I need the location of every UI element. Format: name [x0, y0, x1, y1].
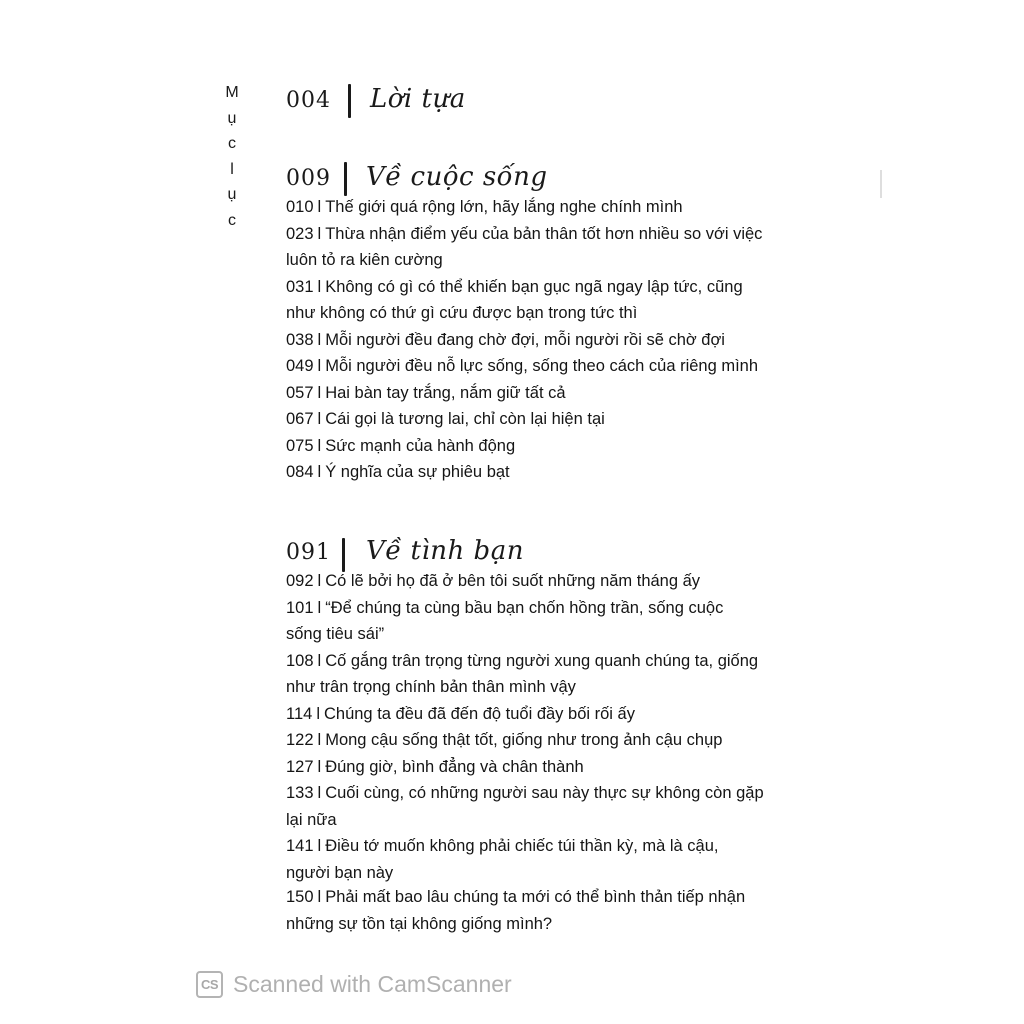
section-divider — [348, 84, 351, 118]
vertical-title-letter: c — [228, 135, 236, 152]
entry-separator: l — [317, 463, 322, 481]
vertical-title-letter: M — [225, 84, 239, 101]
section-title: Về tình bạn — [366, 536, 524, 566]
entry-page: 010 — [286, 198, 314, 216]
entry-separator: l — [317, 383, 322, 402]
entry-page: 031 — [286, 277, 314, 296]
entry-title: Sức mạnh của hành động — [325, 436, 516, 455]
entry-page: 092 — [286, 572, 314, 590]
entry-title: Mỗi người đều nỗ lực sống, sống theo cách của riêng mình — [325, 357, 759, 375]
entry-separator: l — [317, 436, 322, 455]
entry-title-continued: người bạn này — [286, 863, 394, 882]
entry-title: Điều tớ muốn không phải chiếc túi thần kỳ, mà là cậu, — [325, 837, 719, 855]
entry-separator: l — [317, 651, 322, 670]
entry-title: Hai bàn tay trắng, nắm giữ tất cả — [325, 383, 566, 402]
toc-entry — [286, 833, 719, 886]
entry-page: 075 — [286, 436, 314, 455]
entry-separator: l — [317, 837, 322, 855]
camscanner-watermark — [196, 968, 512, 1000]
entry-separator: l — [317, 330, 322, 349]
toc-entry — [286, 353, 758, 380]
entry-title: Ý nghĩa của sự phiêu bạt — [325, 463, 510, 481]
entry-title: Mỗi người đều đang chờ đợi, mỗi người rồi sẽ chờ đợi — [325, 330, 725, 349]
toc-entry — [286, 727, 722, 754]
entry-page: 141 — [286, 837, 314, 855]
entry-separator: l — [317, 572, 322, 590]
toc-entry — [286, 780, 764, 833]
toc-entry — [286, 433, 515, 460]
entry-title-continued: những sự tồn tại không giống mình? — [286, 914, 553, 933]
section-divider — [344, 162, 347, 196]
vertical-title-letter: ụ — [227, 109, 237, 127]
entry-page: 114 — [286, 704, 313, 723]
section-number: 004 — [286, 88, 331, 113]
entry-page: 084 — [286, 463, 314, 481]
entry-title: Không có gì có thể khiến bạn gục ngã ngay lập tức, cũng — [325, 277, 743, 296]
toc-entry — [286, 221, 762, 274]
entry-separator: l — [317, 410, 322, 428]
entry-separator: l — [317, 277, 322, 296]
entry-page: 023 — [286, 224, 314, 243]
vertical-title-letter: c — [228, 211, 236, 229]
toc-entry — [286, 406, 605, 433]
toc-entry — [286, 568, 700, 595]
entry-title: Thừa nhận điểm yếu của bản thân tốt hơn nhiều so với việc — [325, 224, 763, 243]
entry-title-continued: lại nữa — [286, 810, 337, 829]
entry-title: Mong cậu sống thật tốt, giống như trong ảnh cậu chụp — [325, 731, 723, 749]
toc-entry — [286, 459, 510, 486]
entry-separator: l — [317, 598, 322, 617]
entry-title: Phải mất bao lâu chúng ta mới có thể bình thản tiếp nhận — [325, 888, 746, 906]
entry-page: 127 — [286, 757, 314, 776]
toc-entry — [286, 274, 743, 327]
entry-page: 057 — [286, 383, 314, 402]
entry-page: 049 — [286, 357, 314, 375]
vertical-title-letter: l — [230, 160, 234, 178]
entry-page: 150 — [286, 888, 314, 906]
entry-page: 101 — [286, 598, 314, 617]
entry-title-continued: như trân trọng chính bản thân mình vậy — [286, 678, 576, 696]
toc-entry — [286, 754, 584, 781]
entry-title-continued: sống tiêu sái” — [286, 625, 385, 643]
watermark-text: Scanned with CamScanner — [233, 970, 512, 997]
section-number: 091 — [286, 540, 331, 565]
entry-separator: l — [317, 888, 322, 906]
entry-separator: l — [317, 224, 322, 243]
vertical-title-letter: ụ — [227, 186, 237, 203]
entry-title: Cuối cùng, có những người sau này thực sự không còn gặp — [325, 784, 764, 802]
entry-page: 133 — [286, 784, 314, 802]
entry-title: Thế giới quá rộng lớn, hãy lắng nghe chính mình — [325, 198, 683, 216]
entry-title: Có lẽ bởi họ đã ở bên tôi suốt những năm tháng ấy — [325, 572, 701, 590]
section-title: Về cuộc sống — [366, 162, 548, 192]
entry-title-continued: luôn tỏ ra kiên cường — [286, 251, 443, 269]
entry-title: Chúng ta đều đã đến độ tuổi đầy bối rối ấy — [323, 704, 635, 723]
toc-entry — [286, 194, 683, 221]
entry-page: 038 — [286, 330, 314, 349]
toc-entry — [286, 884, 745, 937]
vertical-title — [222, 80, 242, 233]
entry-page: 108 — [286, 651, 314, 670]
entry-title: “Để chúng ta cùng bầu bạn chốn hồng trần, sống cuộc — [325, 598, 724, 617]
entry-separator: l — [317, 731, 322, 749]
entry-title: Cái gọi là tương lai, chỉ còn lại hiện tại — [325, 410, 605, 428]
entry-separator: l — [317, 357, 322, 375]
section-number: 009 — [286, 166, 331, 191]
entry-separator: l — [317, 784, 322, 802]
entry-separator: l — [317, 198, 322, 216]
toc-entry — [286, 595, 723, 648]
toc-entry — [286, 327, 725, 354]
entry-separator: l — [316, 704, 320, 723]
entry-page: 122 — [286, 731, 314, 749]
toc-entry — [286, 701, 635, 728]
scan-mark — [880, 170, 882, 198]
toc-entry — [286, 380, 566, 407]
toc-entry — [286, 648, 758, 701]
entry-title: Cố gắng trân trọng từng người xung quanh chúng ta, giống — [325, 651, 759, 670]
entry-title-continued: như không có thứ gì cứu được bạn trong tức thì — [286, 304, 638, 322]
entry-separator: l — [317, 757, 322, 776]
entry-page: 067 — [286, 410, 314, 428]
section-divider — [342, 538, 345, 572]
entry-title: Đúng giờ, bình đẳng và chân thành — [325, 757, 584, 776]
section-title: Lời tựa — [370, 84, 466, 114]
camscanner-logo-icon: CS — [196, 971, 223, 998]
